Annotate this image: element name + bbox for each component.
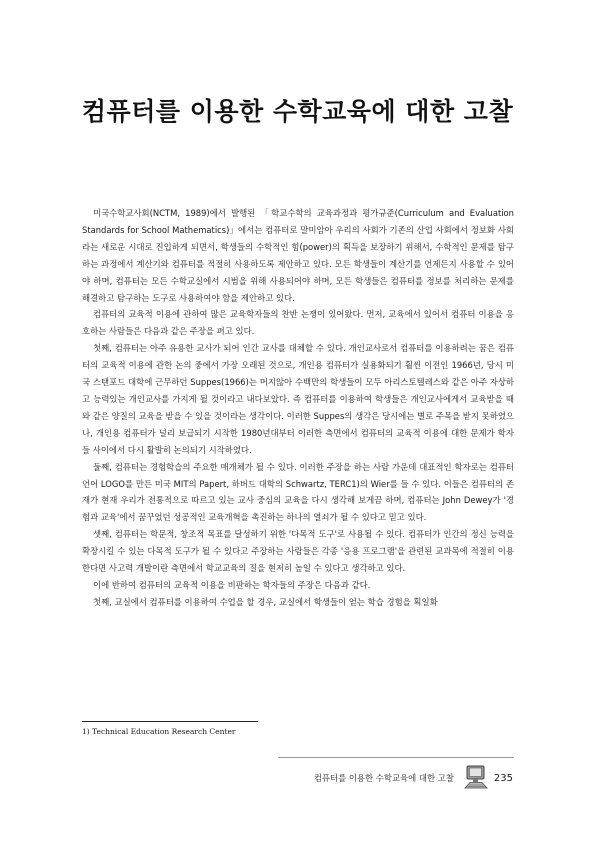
paragraph: 둘째, 컴퓨터는 경험학습의 주요한 매개체가 될 수 있다. 이러한 주장을 하는 사람 가운데 대표적인 학자로는 컴퓨터 언어 LOGO를 만든 미국 MIT의 Papert, 하버드 대학의 Schwartz, TERC1)의 Wier를 들 수 있다. 이들은 컴퓨터의 존재가 현재 우리가 전통적으로 따르고 있는 교사 중심의 교육을 다시 생각해 보게끔 하며, 컴퓨터는 John Dewey가 '경험과 교육'에서 꿈꾸었던 성공적인 교육개혁을 촉진하는 하나의 열쇠가 될 수 있다고 믿고 있다.	[82, 461, 514, 523]
paragraph: 첫째, 교실에서 컴퓨터를 이용하여 수업을 할 경우, 교실에서 학생들이 얻는 학습 경험을 획일화	[93, 596, 438, 607]
paragraph: 첫째, 컴퓨터는 아주 유용한 교사가 되어 인간 교사를 대체할 수 있다. 개인교사로서 컴퓨터를 이용하려는 꿈은 컴퓨터의 교육적 이용에 관한 논의 중에서 가장 오래된 것으로, 개인용 컴퓨터가 실용화되기 훨씬 이전인 1966년, 당시 미국 스탠포드 대학에 근무하던 Suppes(1966)는 머지않아 수백만의 학생들이 모두 아리스토텔레스와 같은 아주 자상하고 능력있는 개인교사를 가지게 될 것이라고 내다보았다. 즉 컴퓨터를 이용하여 학생들은 개인교사에게서 교육받을 때와 같은 양질의 교육을 받을 수 있을 것이라는 생각이다. 이러한 Suppes의 생각은 당시에는 별로 주목을 받지 못하였으나, 개인용 컴퓨터가 널리 보급되기 시작한 1980년대부터 이러한 측면에서 컴퓨터의 교육적 이용에 대한 문제가 학자들 사이에서 다시 활발히 논의되기 시작하였다.	[82, 343, 514, 455]
footnote: 1) Technical Education Research Center	[82, 727, 236, 736]
page-number: 235	[493, 772, 513, 784]
page-footer	[314, 764, 513, 792]
paragraph: 이에 반하여 컴퓨터의 교육적 이용을 비판하는 학자들의 주장은 다음과 같다.	[93, 579, 371, 590]
paragraph: 미국수학교사회(NCTM, 1989)에서 발행된 「학교수학의 교육과정과 평가규준(Curriculum and Evaluation Standards for School Mathematics)」에서는 컴퓨터로 말미암아 우리의 사회가 기존의 산업 사회에서 정보화 사회라는 새로운 시대로 진입하게 되면서, 학생들의 수학적인 힘(power)의 획득을 보장하기 위해서, 수학적인 문제를 탐구하는 과정에서 계산기와 컴퓨터를 적절히 사용하도록 제안하고 있다. 모든 학생들이 계산기를 언제든지 사용할 수 있어야 하며, 컴퓨터는 모든 수학교실에서 시범을 위해 사용되어야 하며, 모든 학생들은 컴퓨터를 정보를 처리하는 문제를 해결하고 탐구하는 도구로 사용하여야 함을 제안하고 있다.	[82, 208, 514, 303]
computer-icon	[464, 765, 488, 791]
page-title: 컴퓨터를 이용한 수학교육에 대한 고찰	[81, 97, 514, 126]
body-text	[82, 205, 514, 611]
paragraph: 컴퓨터의 교육적 이용에 관하여 많은 교육학자들의 찬반 논쟁이 있어왔다. 먼저, 교육에서 있어서 컴퓨터 이용을 옹호하는 사람들은 다음과 같은 주장을 펴고 있다.	[82, 309, 514, 337]
footer-divider	[278, 757, 514, 758]
running-title: 컴퓨터를 이용한 수학교육에 대한 고찰	[313, 773, 454, 783]
paragraph: 셋째, 컴퓨터는 학문적, 창조적 목표를 달성하기 위한 '다목적 도구'로 사용될 수 있다. 컴퓨터가 인간의 정신 능력을 확장시킬 수 있는 다목적 도구가 될 수 있다고 주장하는 사람들은 각종 '응용 프로그램'을 관련된 교과목에 적절히 이용한다면 사고력 개발이란 측면에서 학교교육의 질을 현저히 높일 수 있다고 생각하고 있다.	[82, 529, 514, 574]
footnote-divider	[82, 721, 258, 722]
